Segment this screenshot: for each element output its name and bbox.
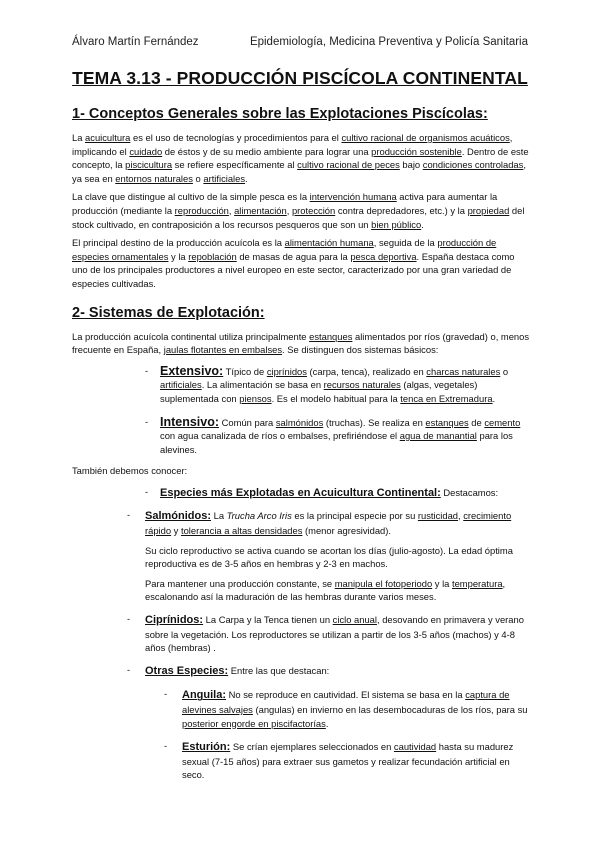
underlined-term: ciclo anual [332,614,377,626]
esturion-label: Esturión: [182,741,231,754]
bullet-especies [72,486,532,501]
underlined-term: intervención humana [309,191,397,203]
bullet-dash: - [127,663,131,675]
underlined-term: Trucha Arco Iris [226,510,292,522]
text-segment: se refiere específicamente al [172,159,298,171]
text-segment: , [286,204,292,216]
text-segment: Para mantener una producción constante, se [145,577,335,589]
underlined-term: cemento [484,416,521,428]
text-segment: de [468,416,485,428]
text-segment: La [211,510,227,522]
underlined-term: posterior engorde en piscifactorías [182,717,326,729]
extensivo-text [142,365,532,406]
underlined-term: estanques [309,330,353,342]
intensivo-text [142,416,532,457]
underlined-term: tolerancia a altas densidades [180,525,303,537]
text-segment: de masas de agua para la [236,250,351,262]
text-segment: del stock cultivado, en contraposición a los recursos pesqueros que son un [72,204,525,230]
text-segment: , desovando en primavera y verano sobre la vegetación. Los reproductores se utilizan a partir de los 3-5 años (machos) y 4-8 años (hembras) . [145,614,524,654]
text-segment: . Es el modelo habitual para la [271,392,401,404]
salmonidos-paragraph-2: Su ciclo reproductivo se activa cuando se acortan los días (julio-agosto). La edad óptima reproductiva es de 3-5 años en hembras y 2-3 en machos. [145,544,513,570]
section1-paragraph-1 [72,131,532,185]
intensivo-label: Intensivo: [160,414,220,429]
text-segment: . Dentro de este concepto, la [72,145,529,171]
text-segment: es el uso de tecnologías y procedimientos para el [130,132,342,143]
document-body [72,106,532,782]
header-subject: Epidemiología, Medicina Preventiva y Policía Sanitaria [249,36,528,48]
especies-tail: Destacamos: [440,486,499,498]
text-segment: Típico de [223,365,267,377]
bullet-dash: - [145,415,149,427]
page-title: TEMA 3.13 - PRODUCCIÓN PISCÍCOLA CONTINENTAL [72,68,528,88]
salmonidos-text [145,509,532,537]
underlined-term: piscicultura [125,159,173,171]
text-segment: , [228,204,235,216]
ciprinidos-text [145,613,532,655]
text-segment: La Carpa y la Tenca tienen un [203,614,333,626]
text-segment: (carpa, tenca), realizado en [306,365,427,377]
section1-heading: 1- Conceptos Generales sobre las Explotaciones Piscícolas: [72,106,488,122]
underlined-term: ciprínidos [266,365,307,377]
text-segment: alimentados por ríos (gravedad) o, menos frecuente en España, [72,330,530,356]
text-segment: . [325,717,329,729]
especies-label: Especies más Explotadas en Acuicultura Continental: [160,486,441,499]
esturion-text [182,740,532,782]
text-segment: . [421,218,424,230]
text-segment: La [72,132,86,143]
underlined-term: tenca en Extremadura [400,392,493,404]
section1-paragraph-3 [72,236,532,290]
text-segment: para los alevines. [160,430,513,455]
text-segment: Se crían ejemplares seleccionados en [230,741,394,753]
underlined-term: temperatura [451,577,503,589]
bullet-dash: - [127,509,131,521]
text-segment: o [500,365,509,377]
text-segment: (angulas) en invierno en las desembocaduras de los ríos, para su [252,704,528,715]
salmonidos-paragraph-3 [145,577,532,604]
text-segment: y [171,525,181,537]
anguila-label: Anguila: [182,689,226,702]
anguila-body [182,689,528,728]
underlined-term: acuicultura [85,132,131,143]
header-author: Álvaro Martín Fernández [72,36,199,48]
underlined-term: captura de alevines salvajes [182,689,510,715]
underlined-term: bien público [371,218,422,230]
otras-label: Otras Especies: [145,664,229,677]
bullet-dash: - [145,364,149,376]
text-segment: (truchas). Se realiza en [323,416,426,428]
text-segment: bajo [399,159,423,171]
underlined-term: producción de especies ornamentales [72,237,497,262]
underlined-term: entornos naturales [115,172,193,184]
underlined-term: pesca deportiva [350,250,417,262]
underlined-term: cultivo racional de organismos acuáticos [341,132,510,143]
text-segment: . [245,172,248,184]
salmonidos-label: Salmónidos: [145,510,212,523]
text-segment: La clave que distingue al cultivo de la simple pesca es la [72,191,310,203]
text-segment: hasta su madurez sexual (7-15 años) para extraer sus gametos y realizar fecundación artificial en seco. [182,741,514,781]
underlined-term: crecimiento rápido [145,510,512,537]
otras-text [145,664,532,679]
text-segment: , implicando el [72,132,513,157]
underlined-term: salmónidos [275,416,324,428]
underlined-term: propiedad [467,204,510,216]
text-segment: contra depredadores, etc.) y la [335,204,468,216]
text-segment: (algas, vegetales) suplementada con [160,379,478,404]
especies-text [142,486,532,501]
underlined-term: cultivo racional de peces [297,159,400,171]
bullet-dash: - [164,688,168,700]
text-segment: es la principal especie por su [291,510,418,522]
underlined-term: rusticidad [417,510,459,522]
text-segment: . [492,392,496,404]
text-segment: , ya sea en [72,159,526,184]
text-segment: El principal destino de la producción acuícola es la [72,237,285,249]
bullet-dash: - [127,613,131,625]
bullet-intensivo [72,416,532,457]
underlined-term: piensos [239,392,272,404]
text-segment: o [192,172,204,184]
bullet-esturion [72,740,532,782]
text-segment: . La alimentación se basa en [201,379,324,391]
underlined-term: reproducción [174,204,229,216]
bullet-salmonidos [72,509,532,604]
underlined-term: protección [291,204,336,216]
underlined-term: recursos naturales [323,379,401,391]
text-segment: , [458,510,464,522]
underlined-term: agua de manantial [399,430,477,442]
text-segment: . Se distinguen dos sistemas básicos: [282,344,439,356]
extensivo-label: Extensivo: [160,363,224,378]
bullet-anguila [72,688,532,730]
also-know-text: También debemos conocer: [72,465,188,477]
underlined-term: artificiales [203,172,246,184]
section1-paragraph-2 [72,190,532,231]
text-segment: La producción acuícola continental utiliza principalmente [72,330,310,342]
text-segment: con agua canalizada de ríos o embalses, prefiriéndose el [160,430,400,442]
underlined-term: cuidado [129,145,163,157]
underlined-term: manipula el fotoperiodo [334,577,433,589]
text-segment: y la [432,577,452,589]
underlined-term: estanques [425,416,469,428]
text-segment: . España destaca como uno de los principales productores a nivel europeo en este sector, caracterizado por una gran variedad de especies cultivadas. [72,250,515,289]
text-segment: activa para aumentar la producción (mediante la [72,191,498,216]
ciprinidos-label: Ciprínidos: [145,614,204,627]
bullet-dash: - [164,740,168,752]
text-segment: , seguida de la [373,237,438,249]
text-segment: (menor agresividad). [302,525,391,537]
underlined-term: charcas naturales [426,365,501,377]
section2-intro [72,330,532,357]
text-segment: de éstos y de su medio ambiente para lograr una [162,145,372,157]
anguila-text [182,688,532,730]
underlined-term: producción sostenible [371,145,462,157]
underlined-term: jaulas flotantes en embalses [163,344,283,356]
underlined-term: alimentación [234,204,287,216]
bullet-dash: - [145,485,149,497]
underlined-term: repoblación [188,250,237,262]
section2-heading: 2- Sistemas de Explotación: [72,304,265,321]
bullet-otras-especies [72,664,532,679]
text-segment: , escalonando así la maduración de las hembras durante varios meses. [145,577,506,603]
bullet-extensivo [72,365,532,406]
underlined-term: cautividad [393,741,437,753]
underlined-term: alimentación humana [284,237,374,249]
underlined-term: artificiales [160,379,202,391]
text-segment: y la [168,250,189,262]
text-segment: Común para [219,416,276,428]
bullet-ciprinidos [72,613,532,655]
underlined-term: condiciones controladas [422,159,524,171]
otras-tail: Entre las que destacan: [228,664,330,676]
esturion-body [182,741,513,780]
text-segment: No se reproduce en cautividad. El sistema se basa en la [226,689,466,701]
